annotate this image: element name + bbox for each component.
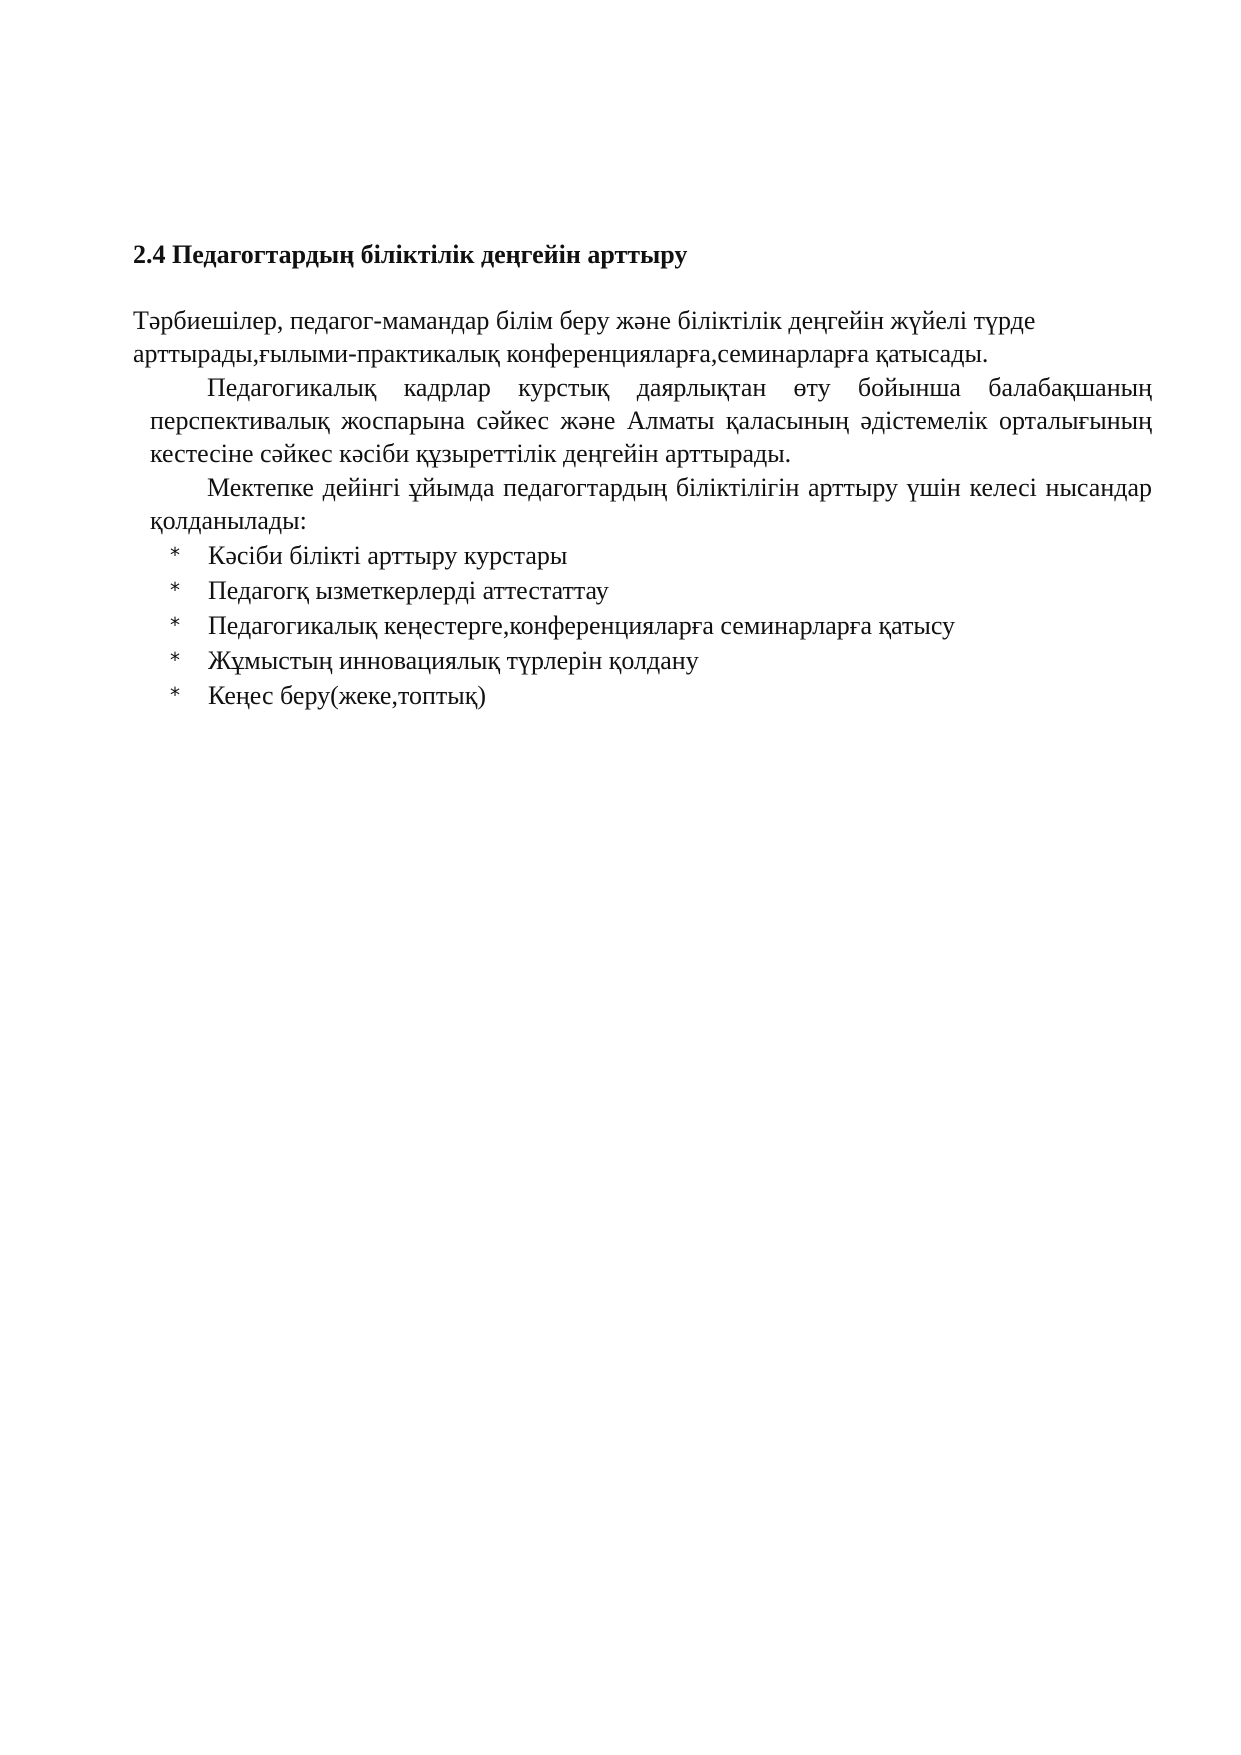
asterisk-bullet-icon: * <box>170 543 180 567</box>
qualification-forms-list <box>170 538 955 713</box>
intro-line: Тәрбиешілер, педагог-мамандар білім беру және біліктілік деңгейін жүйелі түрде <box>133 306 1036 335</box>
intro-line: арттырады,ғылыми-практикалық конференцияларға,семинарларға қатысады. <box>133 339 989 368</box>
asterisk-bullet-icon: * <box>170 648 180 672</box>
list-item <box>170 643 955 678</box>
asterisk-bullet-icon: * <box>170 613 180 637</box>
list-item-text: Педагогикалық кеңестерге,конференцияларға семинарларға қатысу <box>208 611 956 640</box>
asterisk-bullet-icon: * <box>170 578 180 602</box>
list-item-text: Кеңес беру(жеке,топтық) <box>208 681 487 710</box>
list-item <box>170 678 955 713</box>
list-item <box>170 573 955 608</box>
list-item <box>170 608 955 643</box>
section-heading: 2.4 Педагогтардың біліктілік деңгейін арттыру <box>133 240 688 269</box>
list-item-text: Педагогқ ызметкерлерді аттестаттау <box>208 576 609 605</box>
list-item-text: Жұмыстың инновациялық түрлерін қолдану <box>208 646 699 675</box>
asterisk-bullet-icon: * <box>170 683 180 707</box>
list-item <box>170 538 955 573</box>
intro-paragraph <box>133 304 1153 370</box>
list-item-text: Кәсіби білікті арттыру курстары <box>208 541 568 570</box>
paragraph-training-courses: Педагогикалық кадрлар курстық даярлықтан өту бойынша балабақшаның перспективалық жоспарына сәйкес және Алматы қаласының әдістемелік орталығының кестесіне сәйкес кәсіби құзыреттілік деңгейін арттырады. <box>150 373 1152 468</box>
paragraph-qualification-forms: Мектепке дейінгі ұйымда педагогтардың біліктілігін арттыру үшін келесі нысандар қолданылады: <box>150 473 1152 535</box>
